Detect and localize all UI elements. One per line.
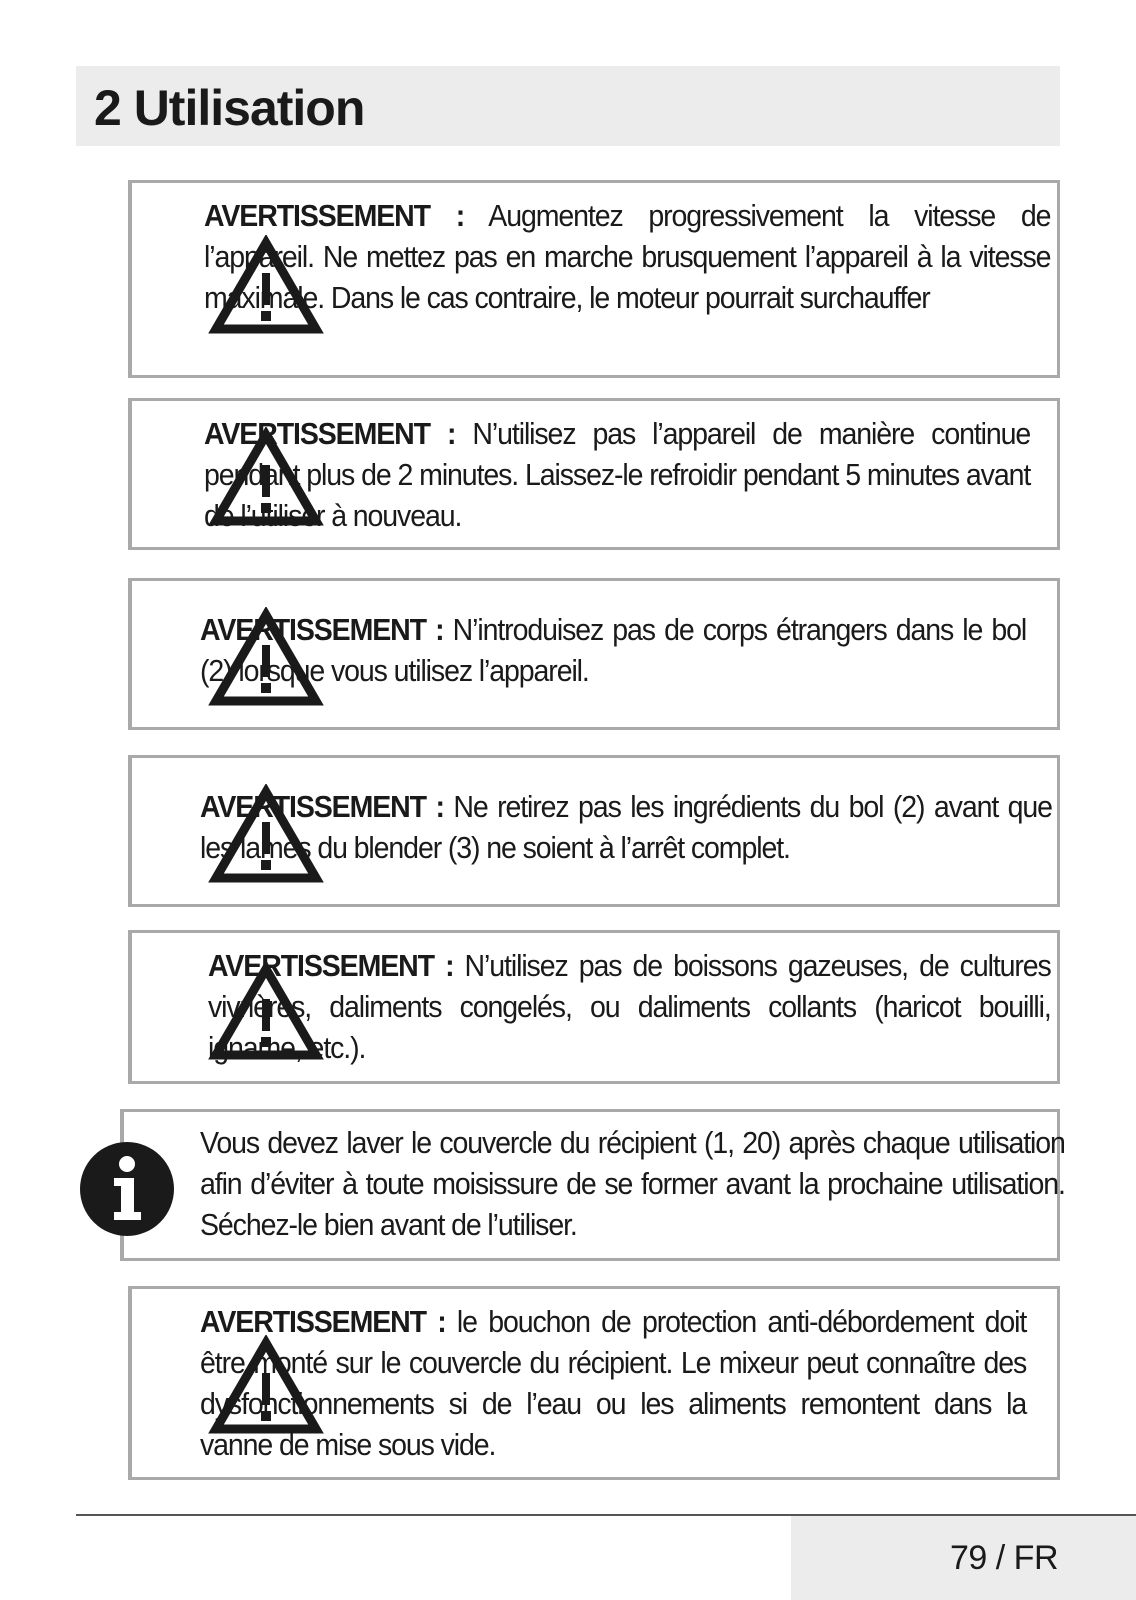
warning-notice <box>128 755 1060 907</box>
notice-body: le bouchon de protection anti-débordement doit être monté sur le couvercle du récipient. Le mixeur peut connaître des dysfonctionnements si de l’eau ou les aliments remontent dans la vanne de mise sous vide. <box>200 1304 1027 1462</box>
notice-lead: AVERTISSEMENT : <box>200 789 444 824</box>
page-number-box <box>791 1516 1136 1600</box>
notice-lead: AVERTISSEMENT : <box>200 612 444 647</box>
notice-text <box>200 1301 1026 1465</box>
notice-text <box>204 413 1030 536</box>
notice-text <box>200 1122 1065 1245</box>
notice-lead: AVERTISSEMENT : <box>204 198 465 233</box>
notice-text <box>200 786 1052 868</box>
section-header <box>76 66 1060 146</box>
notice-text <box>200 609 1026 691</box>
section-title: 2 Utilisation <box>94 80 365 136</box>
warning-notice <box>128 578 1060 730</box>
page-number: 79 / FR <box>950 1539 1058 1577</box>
notice-body: N’utilisez pas l’appareil de manière continue pendant plus de 2 minutes. Laissez-le refroidir pendant 5 minutes avant de l’utiliser à nouveau. <box>204 416 1031 533</box>
warning-notice <box>128 930 1060 1084</box>
info-icon <box>78 1140 176 1238</box>
notice-body: N’utilisez pas de boissons gazeuses, de cultures vivrières, daliments congelés, ou daliments collants (haricot bouilli, igname, etc.). <box>208 948 1051 1065</box>
warning-notice <box>128 1286 1060 1480</box>
info-notice <box>120 1109 1065 1261</box>
notice-text <box>204 195 1050 318</box>
notice-lead: AVERTISSEMENT : <box>200 1304 446 1339</box>
notice-body: Augmentez progressivement la vitesse de l’appareil. Ne mettez pas en marche brusquement l’appareil à la vitesse maximale. Dans le cas contraire, le moteur pourrait surchauffer <box>204 198 1051 315</box>
notice-body: Ne retirez pas les ingrédients du bol (2) avant que les lames du blender (3) ne soient à l’arrêt complet. <box>200 789 1052 865</box>
warning-notice <box>128 398 1060 550</box>
warning-notice <box>128 180 1060 378</box>
notice-lead: AVERTISSEMENT : <box>204 416 456 451</box>
notice-body: Vous devez laver le couvercle du récipient (1, 20) après chaque utilisation afin d’éviter à toute moisissure de se former avant la prochaine utilisation. Séchez-le bien avant de l’utiliser. <box>200 1125 1065 1242</box>
notice-text <box>208 945 1051 1068</box>
notice-body: N’introduisez pas de corps étrangers dans le bol (2) lorsque vous utilisez l’appareil. <box>200 612 1027 688</box>
notice-lead: AVERTISSEMENT : <box>208 948 454 983</box>
